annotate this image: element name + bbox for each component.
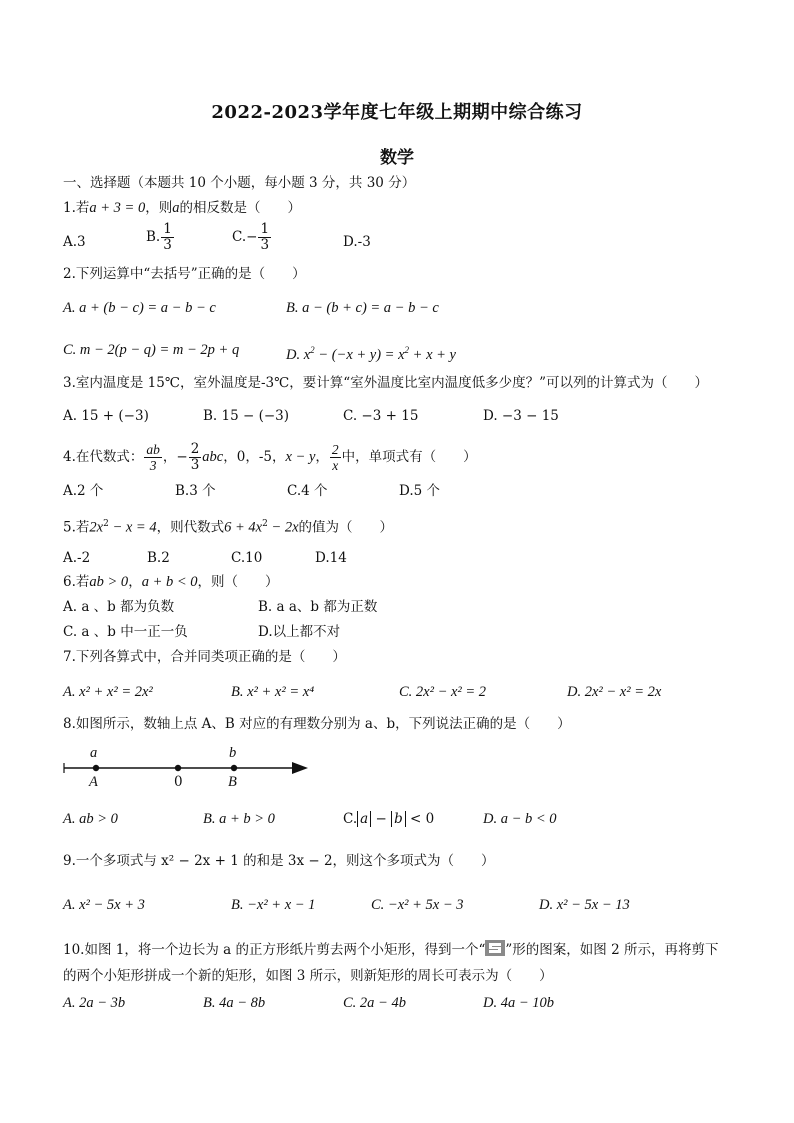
q4-mid: ，0，-5， xyxy=(223,449,286,465)
question-7-option-c: C. 2x² − x² = 2 xyxy=(399,684,487,700)
question-3-stem: 3.室内温度是 15℃，室外温度是-3℃，要计算“室外温度比室内温度低多少度？”可以列的计算式为（ ） xyxy=(63,375,709,391)
question-5-option-a: A.-2 xyxy=(63,550,91,566)
q8-c-mid: − xyxy=(371,811,392,827)
q4-f3-num: 2 xyxy=(331,442,339,457)
question-2-stem: 2.下列运算中“去括号”正确的是（ ） xyxy=(63,266,306,282)
q5-e1a: 2x xyxy=(89,519,104,536)
q4-f1-num: ab xyxy=(146,442,160,457)
q1-math: a + 3 = 0 xyxy=(89,200,146,216)
question-8-option-b: B. a + b > 0 xyxy=(203,811,275,827)
q1-c-num: 1 xyxy=(260,221,270,237)
q8-c-pre: C. xyxy=(343,811,358,827)
question-4-option-c: C.4 个 xyxy=(287,483,328,499)
point-a-value-label: a xyxy=(90,745,98,761)
question-5-stem: 5.若$2x^2 - x = 4$，则代数式$6 + 4x^2 - 2x$的值为（ ） xyxy=(63,519,394,536)
q6-post: ，则（ ） xyxy=(197,574,279,590)
question-8-option-a: A. ab > 0 xyxy=(63,811,118,827)
q4-f2-den: 3 xyxy=(190,457,200,473)
question-3-option-a: A. 15 + (−3) xyxy=(63,408,149,424)
q4-neg: ，− xyxy=(162,449,188,465)
question-9-stem: 9.一个多项式与 x² − 2x + 1 的和是 3x − 2，则这个多项式为（ ） xyxy=(63,853,495,869)
q10-line1-post: ”形的图案，如图 2 所示，再将剪下 xyxy=(505,942,719,958)
s-shape-icon xyxy=(485,940,505,956)
q4-fraction-1 xyxy=(144,442,162,473)
q5-e2b: − 2x xyxy=(267,519,299,536)
q5-mid: ，则代数式 xyxy=(156,519,225,536)
question-5-option-b: B.2 xyxy=(147,550,170,566)
q5-e2a: 6 + 4x xyxy=(224,519,263,536)
question-4-option-b: B.3 个 xyxy=(175,483,216,499)
q6-e1: ab > 0 xyxy=(89,574,129,590)
question-10-option-b: B. 4a − 8b xyxy=(203,995,266,1011)
q4-pre: 4.在代数式： xyxy=(63,449,144,465)
question-8-option-d: D. a − b < 0 xyxy=(483,811,557,827)
question-6-option-b: B. a a、b 都为正数 xyxy=(258,599,378,615)
q1-var: a xyxy=(172,200,180,216)
question-2-option-c: C. m − 2(p − q) = m − 2p + q xyxy=(63,342,240,358)
q6-comma: ， xyxy=(128,574,142,590)
q2-d-post: − (−x + y) = x xyxy=(314,346,405,363)
q4-comma: ， xyxy=(315,449,329,465)
q1-mid: ，则 xyxy=(145,200,173,216)
question-3-option-d: D. −3 − 15 xyxy=(483,408,559,424)
question-7-option-a: A. x² + x² = 2x² xyxy=(63,684,153,700)
question-9-option-d: D. x² − 5x − 13 xyxy=(539,897,630,913)
q2-d-pre: D. x xyxy=(286,346,311,363)
q1-c-fraction xyxy=(258,222,271,253)
question-1-option-a: A.3 xyxy=(63,234,86,250)
q4-fraction-3 xyxy=(330,442,341,473)
question-7-stem: 7.下列各算式中，合并同类项正确的是（ ） xyxy=(63,649,346,665)
point-a-label: A xyxy=(89,774,98,790)
number-line-figure xyxy=(60,742,315,792)
question-7-option-d: D. 2x² − x² = 2x xyxy=(567,684,662,700)
question-6-option-d: D.以上都不对 xyxy=(258,624,341,640)
axis-arrow-icon xyxy=(292,762,308,774)
q6-e2: a + b < 0 xyxy=(141,574,198,590)
q1-b-fraction xyxy=(161,222,174,253)
origin-label: 0 xyxy=(174,774,183,790)
q1-b-num: 1 xyxy=(163,221,172,237)
question-2-option-b: B. a − (b + c) = a − b − c xyxy=(286,300,439,316)
subject-title: 数学 xyxy=(380,148,414,168)
question-6-option-a: A. a 、b 都为负数 xyxy=(63,599,175,615)
question-10-option-a: A. 2a − 3b xyxy=(63,995,126,1011)
q1-b-pre: B. xyxy=(146,229,161,245)
q1-c-den: 3 xyxy=(260,237,270,253)
question-10-option-c: C. 2a − 4b xyxy=(343,995,406,1011)
q5-post: 的值为（ ） xyxy=(298,519,394,536)
question-3-option-c: C. −3 + 15 xyxy=(343,408,419,424)
q1-b-den: 3 xyxy=(163,237,172,253)
question-1-stem xyxy=(63,199,301,217)
question-2-option-a: A. a + (b − c) = a − b − c xyxy=(63,300,216,316)
q8-c-abs-a: a xyxy=(357,811,371,827)
q1-post: 的相反数是（ ） xyxy=(179,200,301,216)
question-9-option-b: B. −x² + x − 1 xyxy=(231,897,316,913)
number-line-svg xyxy=(60,742,315,792)
q4-f3-den: x xyxy=(332,458,339,473)
question-8-stem: 8.如图所示，数轴上点 A、B 对应的有理数分别为 a、b，下列说法正确的是（ ） xyxy=(63,716,571,732)
question-4-stem xyxy=(63,438,477,476)
question-1-option-c xyxy=(232,222,272,253)
q4-fraction-2 xyxy=(189,442,202,473)
q1-pre: 1.若 xyxy=(63,200,90,216)
q5-e1b: − x = 4 xyxy=(108,519,157,536)
question-10-line-1 xyxy=(63,940,718,959)
question-6-stem xyxy=(63,573,279,591)
q4-abc: abc xyxy=(202,449,224,465)
point-b-dot xyxy=(231,765,237,771)
q1-c-pre: C.− xyxy=(232,229,258,245)
question-4-option-d: D.5 个 xyxy=(399,483,441,499)
question-9-option-c: C. −x² + 5x − 3 xyxy=(371,897,464,913)
q4-post: 中，单项式有（ ） xyxy=(341,449,477,465)
question-8-option-c xyxy=(343,810,434,828)
q10-line1-pre: 10.如图 1，将一个边长为 a 的正方形纸片剪去两个小矩形，得到一个“ xyxy=(63,942,486,958)
question-2-option-d: D. $x^2 - (-x + y) = x^2 + x + y$ xyxy=(286,345,456,363)
question-4-option-a: A.2 个 xyxy=(63,483,104,499)
point-b-value-label: b xyxy=(229,745,237,761)
q4-f2-num: 2 xyxy=(190,441,200,457)
origin-dot xyxy=(175,765,181,771)
point-a-dot xyxy=(93,765,99,771)
question-9-option-a: A. x² − 5x + 3 xyxy=(63,897,145,913)
question-1-option-b xyxy=(146,222,175,253)
q2-d-end: + x + y xyxy=(409,346,456,363)
q4-xy: x − y xyxy=(285,449,316,465)
section-heading: 一、选择题（本题共 10 个小题，每小题 3 分，共 30 分） xyxy=(63,175,416,191)
q8-c-post: < 0 xyxy=(405,811,435,827)
q4-f1-den: 3 xyxy=(149,458,157,473)
question-5-option-c: C.10 xyxy=(231,550,263,566)
q6-pre: 6.若 xyxy=(63,574,90,590)
question-10-option-d: D. 4a − 10b xyxy=(483,995,555,1011)
question-1-option-d: D.-3 xyxy=(343,234,371,250)
page-title: 2022-2023学年度七年级上期期中综合练习 xyxy=(211,102,583,123)
question-5-option-d: D.14 xyxy=(315,550,347,566)
q5-pre: 5.若 xyxy=(63,519,90,536)
point-b-label: B xyxy=(228,774,237,790)
question-10-line-2: 的两个小矩形拼成一个新的矩形，如图 3 所示，则新矩形的周长可表示为（ ） xyxy=(63,968,553,984)
question-6-option-c: C. a 、b 中一正一负 xyxy=(63,624,188,640)
question-7-option-b: B. x² + x² = x⁴ xyxy=(231,684,315,700)
question-3-option-b: B. 15 − (−3) xyxy=(203,408,290,424)
q8-c-abs-b: b xyxy=(391,811,406,827)
